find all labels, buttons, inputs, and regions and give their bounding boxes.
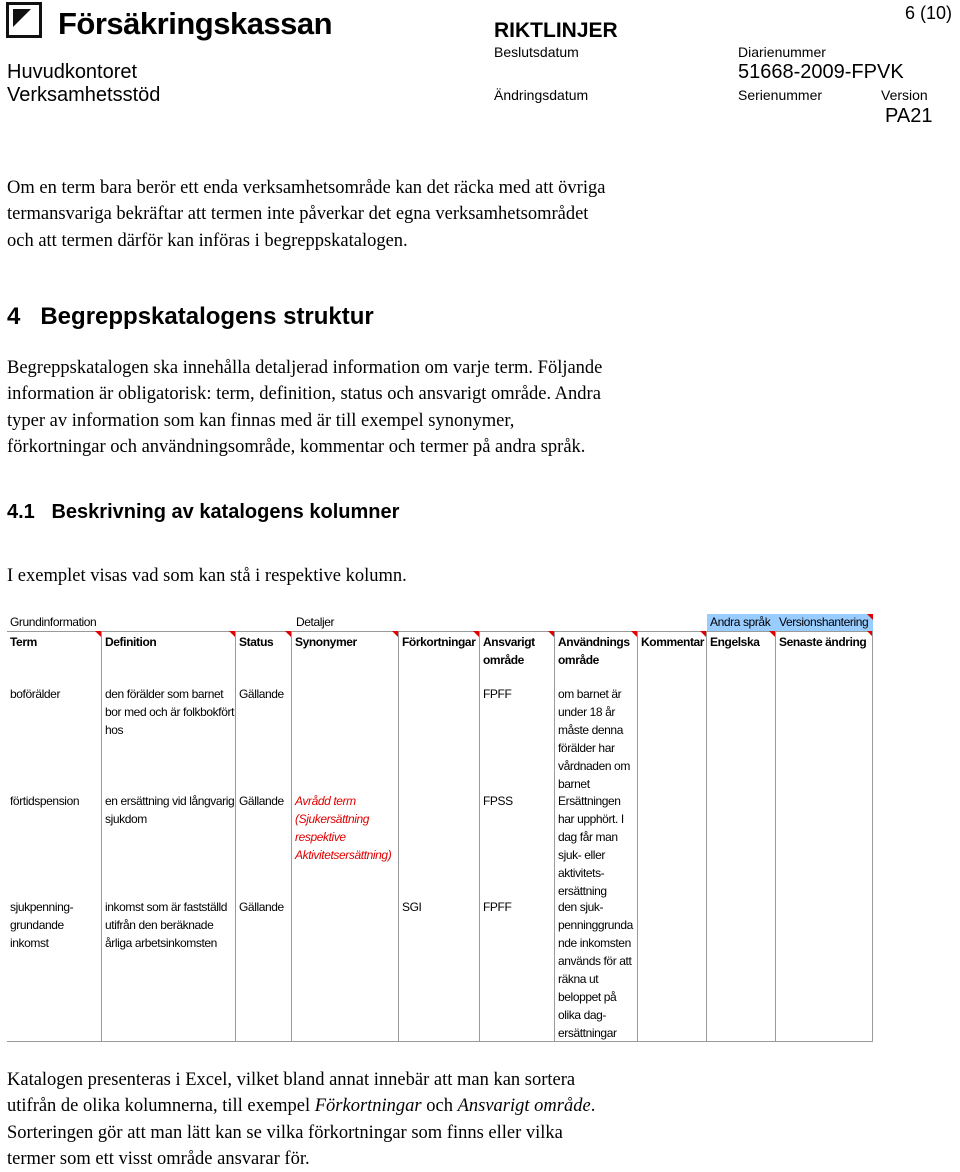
cell-status: Gällande	[239, 794, 284, 808]
logo-icon	[6, 2, 42, 38]
comment-marker	[867, 614, 873, 620]
column-header-kommentar: Kommentar	[641, 635, 705, 649]
column-header-definition: Definition	[105, 635, 157, 649]
group-grundinformation: Grundinformation	[7, 614, 293, 631]
group-detaljer: Detaljer	[293, 614, 707, 631]
cell-ansvarigt-omrade: FPSS	[483, 794, 513, 808]
section-heading-4: 4 Begreppskatalogens struktur	[7, 303, 374, 330]
cell-definition: den förälder som barnet bor med och är folkbokfört hos	[105, 687, 235, 737]
closing-paragraph: Katalogen presenteras i Excel, vilket bland annat innebär att man kan sortera utifrån de olika kolumnerna, till exempel Förkortningar och Ansvarigt område. Sorteringen gör att man lätt kan se vilka förkortningar som finns eller vilka termer som ett visst område ansvarar för.	[7, 1070, 596, 1169]
cell-ansvarigt-omrade: FPFF	[483, 687, 512, 701]
cell-anvandningsomrade: Ersättningen har upphört. I dag får man sjuk- eller aktivitets- ersättning	[558, 794, 624, 898]
document-type: RIKTLINJER	[494, 19, 618, 42]
header-unit: Verksamhetsstöd	[7, 84, 161, 106]
cell-term: förtidspension	[10, 794, 80, 808]
registration-number-label: Diarienummer	[738, 44, 826, 60]
group-andra-sprak: Andra språk	[707, 614, 776, 631]
intro-paragraph: Om en term bara berör ett enda verksamhetsområde kan det räcka med att övriga termansvariga bekräftar att termen inte påverkar det egna verksamhetsområdet och att termen därför kan införas i begreppskatalogen.	[7, 178, 606, 251]
page-number: 6 (10)	[904, 3, 952, 23]
change-date-label: Ändringsdatum	[494, 87, 589, 103]
column-header-senaste-andring: Senaste ändring	[779, 635, 867, 649]
cell-forkortningar: SGI	[402, 900, 422, 914]
column-header-anvandningsomrade: Användnings område	[558, 635, 630, 667]
column-header-status: Status	[239, 635, 274, 649]
cell-ansvarigt-omrade: FPFF	[483, 900, 512, 914]
catalog-spreadsheet	[7, 614, 873, 1042]
section-heading-4-1: 4.1 Beskrivning av katalogens kolumner	[7, 501, 400, 523]
cell-definition: inkomst som är fastställd utifrån den beräknade årliga arbetsinkomsten	[105, 900, 228, 950]
registration-number: 51668-2009-FPVK	[738, 61, 904, 83]
version-label: Version	[881, 87, 928, 103]
cell-definition: en ersättning vid långvarig sjukdom	[105, 794, 235, 826]
cell-anvandningsomrade: om barnet är under 18 år måste denna förälder har vårdnaden om barnet	[558, 687, 630, 791]
version-value: PA21	[885, 105, 933, 127]
italic-ansvarigt-omrade: Ansvarigt område	[457, 1096, 591, 1117]
cell-status: Gällande	[239, 900, 284, 914]
header-department: Huvudkontoret	[7, 61, 138, 83]
logo-wordmark: Försäkringskassan	[58, 6, 333, 41]
cell-status: Gällande	[239, 687, 284, 701]
column-header-ansvarigt-omrade: Ansvarigt område	[483, 635, 535, 667]
group-divider	[7, 631, 873, 632]
cell-anvandningsomrade: den sjuk- penninggrunda nde inkomsten används för att räkna ut beloppet på olika dag- ersättningar	[558, 900, 633, 1040]
italic-forkortningar: Förkortningar	[314, 1096, 422, 1117]
section-4-1-text: I exemplet visas vad som kan stå i respektive kolumn.	[7, 566, 407, 586]
series-number-label: Serienummer	[738, 87, 823, 103]
section-4-paragraph: Begreppskatalogen ska innehålla detaljerad information om varje term. Följande information är obligatorisk: term, definition, status och ansvarigt område. Andra typer av information som kan finnas med är till exempel synonymer, förkortningar och användningsområde, kommentar och termer på andra språk.	[7, 358, 603, 457]
cell-term: boförälder	[10, 687, 61, 701]
cell-term: sjukpenning- grundande inkomst	[10, 900, 74, 950]
cell-synonymer: Avrådd term (Sjukersättning respektive Aktivitetsersättning)	[295, 794, 392, 862]
decision-date-label: Beslutsdatum	[494, 44, 579, 60]
column-header-engelska: Engelska	[710, 635, 760, 649]
group-versionshantering: Versionshantering	[776, 614, 873, 631]
sheet-bottom-border	[7, 1041, 873, 1042]
column-header-term: Term	[10, 635, 37, 649]
column-header-synonymer: Synonymer	[295, 635, 357, 649]
column-header-forkortningar: Förkortningar	[402, 635, 476, 649]
